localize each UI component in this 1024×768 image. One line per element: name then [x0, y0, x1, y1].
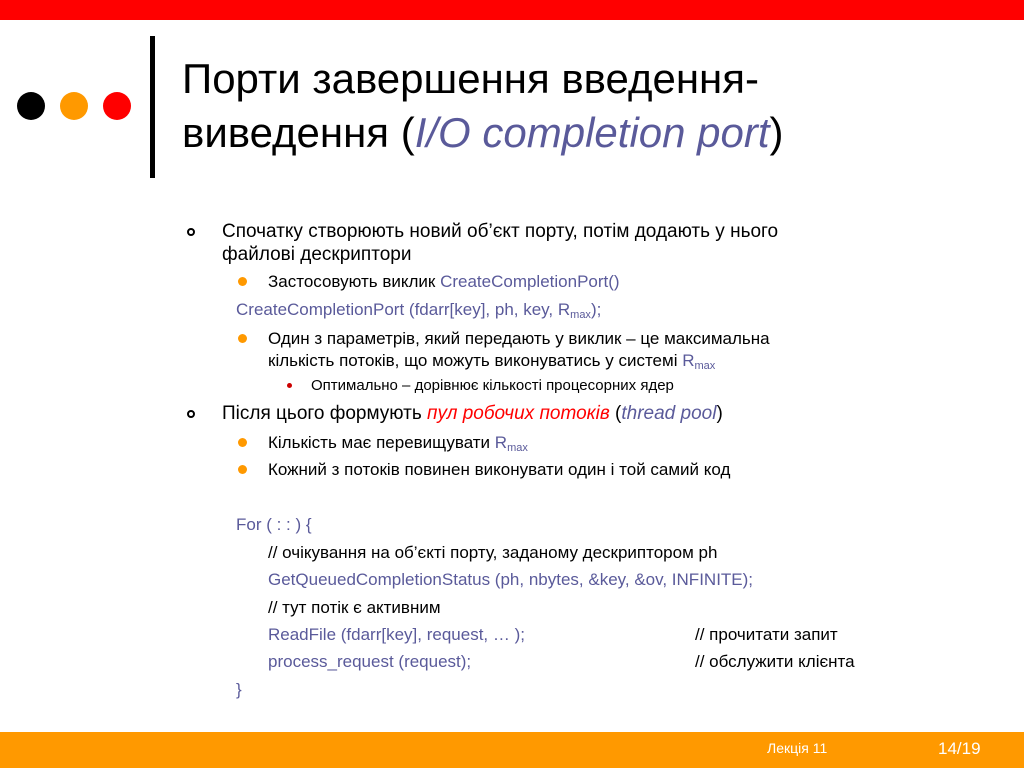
- sub-bullet-4: Кожний з потоків повинен виконувати один і той самий код: [268, 460, 731, 479]
- title-line-2: виведення (I/O completion port): [182, 109, 784, 156]
- code-comment-2: // тут потік є активним: [268, 598, 441, 617]
- bullet-1-line-1: Спочатку створюють новий об’єкт порту, потім додають у нього: [222, 221, 779, 242]
- code-comment-4: // обслужити клієнта: [695, 652, 855, 671]
- sub-bullet-2-line-2: кількість потоків, що можуть виконуватись у системі $R_{max}$: [268, 351, 716, 372]
- code-call-2: ReadFile (fdarr[key], request, … );: [268, 625, 525, 644]
- orange-bullet-icon: [238, 465, 247, 474]
- code-call-1: GetQueuedCompletionStatus (ph, nbytes, &key, &ov, INFINITE);: [268, 570, 754, 589]
- ring-bullet-icon: [187, 410, 195, 418]
- bullet-1-line-2: файлові дескриптори: [222, 244, 412, 265]
- code-comment-3: // прочитати запит: [695, 625, 838, 644]
- orange-bullet-icon: [238, 438, 247, 447]
- bullet-2: Після цього формують пул робочих потоків (thread pool): [222, 403, 723, 424]
- code-close: }: [236, 680, 242, 699]
- ring-bullet-icon: [187, 228, 195, 236]
- sub-bullet-3: Кількість має перевищувати $R_{max}$: [268, 433, 528, 454]
- code-call-3: process_request (request);: [268, 652, 472, 671]
- sub-bullet-1: Застосовують виклик CreateCompletionPort(): [268, 272, 620, 291]
- page-number: 14/19: [938, 739, 981, 758]
- orange-bullet-icon: [238, 277, 247, 286]
- third-level-bullet: Оптимально – дорівнює кількості процесорних ядер: [311, 377, 674, 394]
- bottom-bar: [0, 732, 1024, 768]
- code-comment-1: // очікування на об’єкті порту, заданому дескриптором ph: [268, 543, 718, 562]
- call-name: CreateCompletionPort(): [440, 272, 620, 291]
- title-accent: I/O completion port: [414, 109, 770, 156]
- title-line-1: Порти завершення введення-: [182, 55, 759, 102]
- lecture-label: Лекція 11: [767, 740, 828, 756]
- sub-bullet-2-line-1: Один з параметрів, який передають у виклик – це максимальна: [268, 329, 770, 348]
- thread-pool-en: thread pool: [621, 403, 717, 424]
- orange-bullet-icon: [238, 334, 247, 343]
- code-call-line: CreateCompletionPort (fdarr[key], ph, key, $R_{max}$);: [236, 300, 602, 321]
- thread-pool-ua: пул робочих потоків: [427, 403, 610, 424]
- code-for: For ( : : ) {: [236, 515, 312, 534]
- red-bullet-icon: [287, 383, 292, 388]
